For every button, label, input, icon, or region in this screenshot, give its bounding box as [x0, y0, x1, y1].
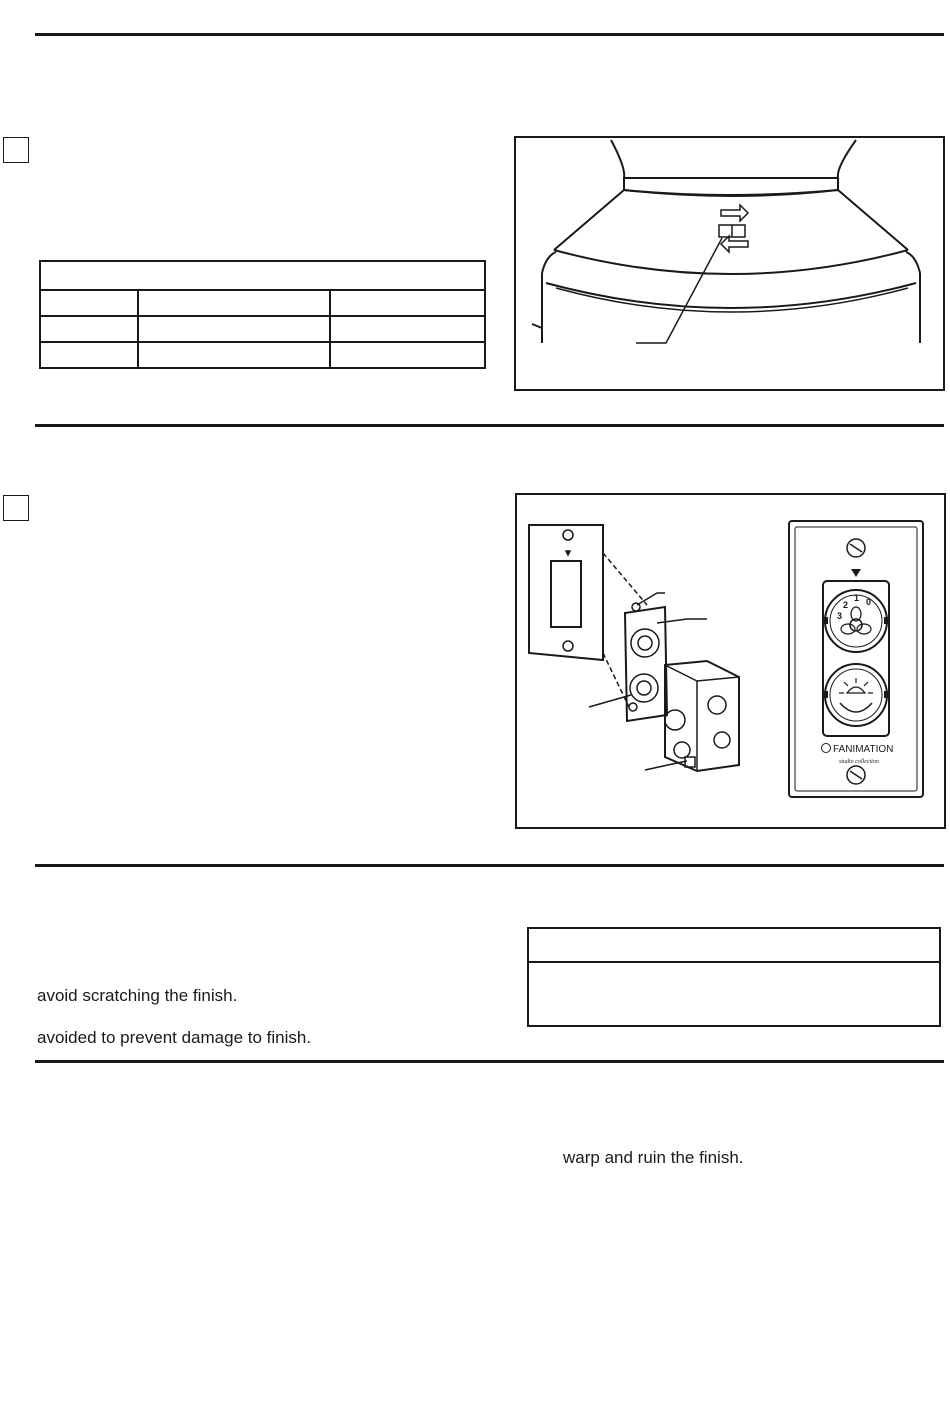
- fan-dial-mark-0: 0: [866, 597, 872, 607]
- sub-brand-text: studio collection: [839, 759, 879, 765]
- table-row: [40, 342, 485, 368]
- wall-control-plate: [789, 521, 923, 797]
- settings-table: [39, 260, 486, 369]
- section-rule-3: [35, 864, 944, 867]
- care-notice-box: [527, 927, 941, 1027]
- care-line-damage: avoided to prevent damage to finish.: [37, 1028, 312, 1047]
- table-row: [40, 290, 485, 316]
- fan-dial-mark-1: 1: [854, 593, 860, 603]
- wall-control-illustration: [517, 495, 944, 827]
- figure-reverse-switch: [514, 136, 945, 391]
- section-rule-4: [35, 1060, 944, 1063]
- fan-dial-mark-2: 2: [843, 600, 849, 610]
- table-header-row: [40, 261, 485, 290]
- section-rule-top: [35, 33, 944, 36]
- care-line-scratch: avoid scratching the finish.: [37, 986, 238, 1005]
- section-rule-2: [35, 424, 944, 427]
- step-checkbox-2[interactable]: [3, 495, 29, 521]
- fan-housing-illustration: [516, 138, 943, 389]
- figure-wall-control: [515, 493, 946, 829]
- step-checkbox-1[interactable]: [3, 137, 29, 163]
- care-notice-header: [529, 929, 939, 963]
- table-row: [40, 316, 485, 342]
- brand-logo-text: FANIMATION: [833, 744, 894, 755]
- cleaning-line-warp: warp and ruin the finish.: [563, 1148, 744, 1167]
- fan-dial-mark-3: 3: [837, 611, 843, 621]
